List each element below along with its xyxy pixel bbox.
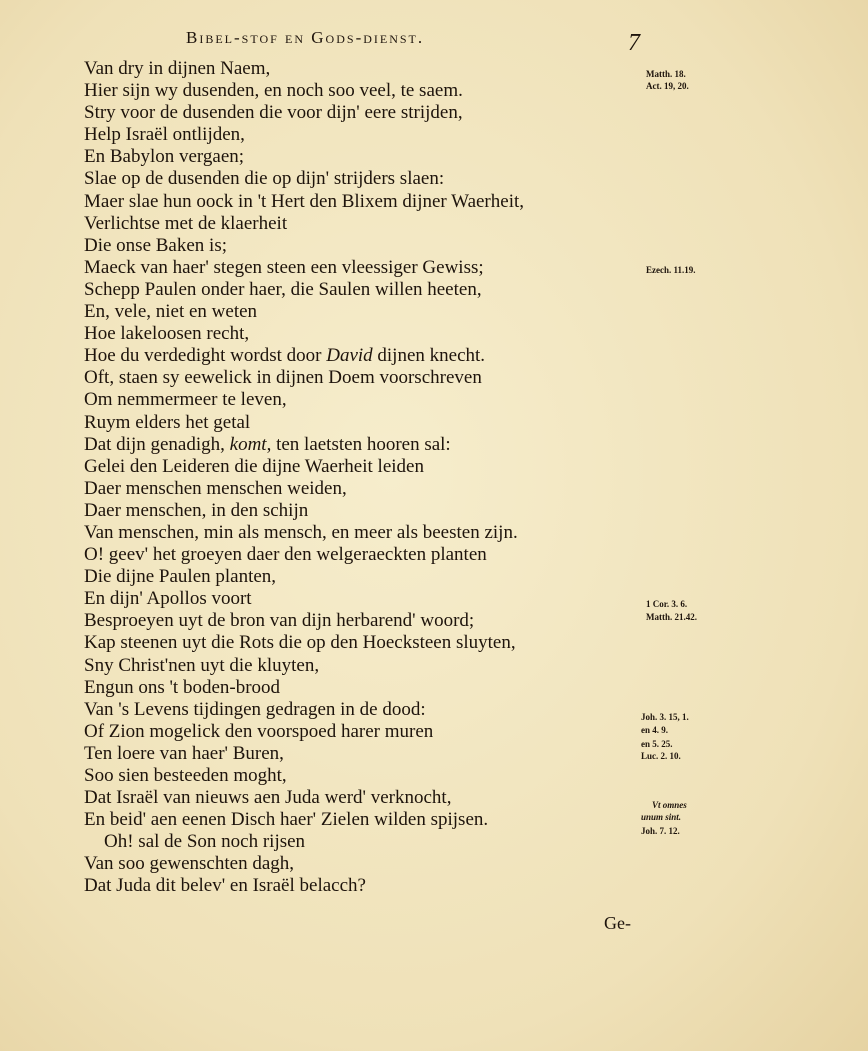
margin-note: Joh. 3. 15, 1. bbox=[641, 712, 689, 722]
verse-line: Sny Christ'nen uyt die kluyten, bbox=[84, 654, 320, 676]
verse-line: En dijn' Apollos voort bbox=[84, 588, 252, 610]
margin-note: Act. 19, 20. bbox=[646, 81, 689, 91]
margin-note: Vt omnes bbox=[652, 800, 687, 810]
verse-line: Daer menschen menschen weiden, bbox=[84, 477, 347, 499]
page-number: 7 bbox=[628, 30, 640, 56]
verse-line: Van 's Levens tijdingen gedragen in de dood: bbox=[84, 698, 426, 720]
verse-line: Kap steenen uyt die Rots die op den Hoecksteen sluyten, bbox=[84, 632, 516, 654]
margin-note: Joh. 7. 12. bbox=[641, 826, 680, 836]
verse-line: Hoe lakeloosen recht, bbox=[84, 323, 250, 345]
verse-line: Daer menschen, in den schijn bbox=[84, 499, 309, 521]
verse-line: Soo sien besteeden moght, bbox=[84, 765, 287, 786]
catchword: Ge- bbox=[604, 913, 631, 933]
verse-line: Of Zion mogelick den voorspoed harer muren bbox=[84, 720, 434, 742]
margin-note: 1 Cor. 3. 6. bbox=[646, 599, 688, 609]
verse-line: Oft, staen sy eewelick in dijnen Doem voorschreven bbox=[84, 367, 482, 389]
verse-line: Dat Israël van nieuws aen Juda werd' verknocht, bbox=[84, 787, 452, 809]
running-title: Bibel-stof en Gods-dienst. bbox=[186, 28, 425, 47]
margin-note: Matth. 21.42. bbox=[646, 612, 697, 622]
verse-line: Schepp Paulen onder haer, die Saulen willen heeten, bbox=[84, 278, 482, 300]
margin-note: en 4. 9. bbox=[641, 725, 668, 735]
verse-line: Besproeyen uyt de bron van dijn herbarend' woord; bbox=[84, 610, 475, 632]
verse-line: Maeck van haer' stegen steen een vleessiger Gewiss; bbox=[84, 256, 484, 278]
verse-line: Die dijne Paulen planten, bbox=[84, 566, 277, 588]
verse-line: Dat dijn genadigh, komt, ten laetsten hooren sal: bbox=[84, 433, 451, 455]
verse-line: Engun ons 't boden-brood bbox=[84, 676, 281, 698]
verse-line: Hoe du verdedight wordst door David dijnen knecht. bbox=[84, 345, 486, 367]
verse-line: En Babylon vergaen; bbox=[84, 146, 245, 168]
verse-line: Ruym elders het getal bbox=[84, 411, 251, 433]
verse-line: Ten loere van haer' Buren, bbox=[84, 742, 284, 764]
verse-line: En, vele, niet en weten bbox=[84, 301, 258, 323]
verse-line: O! geev' het groeyen daer den welgeraeckten planten bbox=[84, 544, 487, 566]
verse-line: Dat Juda dit belev' en Israël belacch? bbox=[84, 875, 366, 897]
margin-note: Matth. 18. bbox=[646, 69, 686, 79]
poem-text bbox=[84, 58, 604, 898]
verse-line: Hier sijn wy dusenden, en noch soo veel, te saem. bbox=[84, 80, 463, 102]
margin-note: en 5. 25. bbox=[641, 739, 673, 749]
margin-note: Luc. 2. 10. bbox=[641, 751, 681, 761]
verse-line: Die onse Baken is; bbox=[84, 234, 228, 256]
verse-line: En beid' aen eenen Disch haer' Zielen wilden spijsen. bbox=[84, 809, 489, 831]
verse-line: Van soo gewenschten dagh, bbox=[84, 853, 295, 875]
verse-line: Oh! sal de Son noch rijsen bbox=[104, 831, 306, 853]
verse-line: Maer slae hun oock in 't Hert den Blixem dijner Waerheit, bbox=[84, 190, 524, 212]
verse-line: Om nemmermeer te leven, bbox=[84, 389, 287, 411]
verse-line: Help Israël ontlijden, bbox=[84, 124, 245, 146]
margin-note: unum sint. bbox=[641, 812, 682, 822]
verse-line: Slae op de dusenden die op dijn' strijders slaen: bbox=[84, 168, 445, 190]
verse-line: Van dry in dijnen Naem, bbox=[84, 58, 271, 79]
verse-line: Verlichtse met de klaerheit bbox=[84, 212, 288, 234]
margin-note: Ezech. 11.19. bbox=[646, 265, 696, 275]
verse-line: Gelei den Leideren die dijne Waerheit leiden bbox=[84, 455, 424, 477]
verse-line: Stry voor de dusenden die voor dijn' eere strijden, bbox=[84, 102, 463, 124]
verse-line: Van menschen, min als mensch, en meer als beesten zijn. bbox=[84, 521, 518, 543]
